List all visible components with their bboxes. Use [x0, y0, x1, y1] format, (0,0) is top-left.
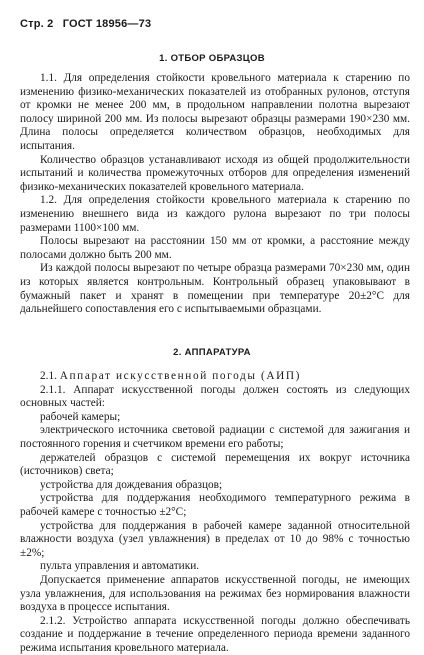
- paragraph-strips: Полосы вырезают на расстоянии 150 мм от кромки, а расстояние между полосами должно быть 200 мм.: [20, 235, 410, 261]
- paragraph-2-1-heading: Аппарат искусственной погоды (АИП): [59, 370, 301, 382]
- paragraph-2-1-1: 2.1.1. Аппарат искусственной погоды должен состоять из следующих основных частей:: [20, 383, 410, 410]
- section-2-body: [20, 370, 410, 655]
- standard-code: ГОСТ 18956—73: [62, 18, 152, 30]
- paragraph-sample-count: Количество образцов устанавливают исходя из общей продолжительности испытаний и количества промежуточных отборов для определения изменений физико-механических показателей кровельного материала.: [20, 153, 410, 193]
- paragraph-2-1-number: 2.1.: [40, 370, 57, 382]
- section-1-title: 1. ОТБОР ОБРАЗЦОВ: [159, 53, 265, 64]
- list-item: рабочей камеры;: [40, 410, 121, 423]
- list-item: устройства для поддержания в рабочей камере заданной относительной влажности воздуха (узел увлажнения) в пределах от 10 до 98% с точностью ±2%;: [20, 519, 410, 559]
- paragraph-samples: Из каждой полосы вырезают по четыре образца размерами 70×230 мм, один из которых является контрольным. Контрольный образец упаковывают в бумажный пакет и хранят в помещении при температуре 20±2°С для дальнейшего сопоставления его с испытываемыми образцами.: [20, 262, 410, 316]
- list-item: пульта управления и автоматики.: [40, 560, 200, 573]
- list-item: устройства для дождевания образцов;: [40, 478, 223, 491]
- paragraph-2-1-2: 2.1.2. Устройство аппарата искусственной погоды должно обеспечивать создание и поддержание в течение определенного периода времени заданного режима испытания кровельного материала.: [20, 614, 410, 654]
- section-2-title: 2. АППАРАТУРА: [173, 347, 251, 358]
- list-item: устройства для поддержания необходимого температурного режима в рабочей камере с точностью ±2°С;: [20, 492, 410, 518]
- paragraph-allowed: Допускается применение аппаратов искусственной погоды, не имеющих узла увлажнения, для использования на режимах без нормирования влажности воздуха в процессе испытания.: [20, 573, 410, 614]
- paragraph-1-2: 1.2. Для определения стойкости кровельного материала к старению по изменению внешнего вида из каждого рулона вырезают по три полосы размерами 1100×100 мм.: [20, 194, 410, 234]
- paragraph-1-1: 1.1. Для определения стойкости кровельного материала к старению по изменению физико-механических показателей из отобранных рулонов, отступя от кромки не менее 200 мм, в продольном направлении полотна вырезают полосу шириной 200 мм. Из полосы вырезают образцы размерами 190×230 мм. Длина полосы определяется количеством образцов, необходимых для испытания.: [20, 72, 410, 152]
- list-item: держателей образцов с системой перемещения их вокруг источника (источников) света;: [20, 451, 410, 478]
- page-header: [20, 18, 151, 30]
- list-item: электрического источника световой радиации с системой для зажигания и постоянного горения и счетчиком времени его работы;: [20, 424, 410, 450]
- page-number: Стр. 2: [20, 18, 54, 30]
- section-1-body: [20, 72, 410, 317]
- parts-list: [20, 411, 410, 574]
- paragraph-2-1: [20, 370, 410, 384]
